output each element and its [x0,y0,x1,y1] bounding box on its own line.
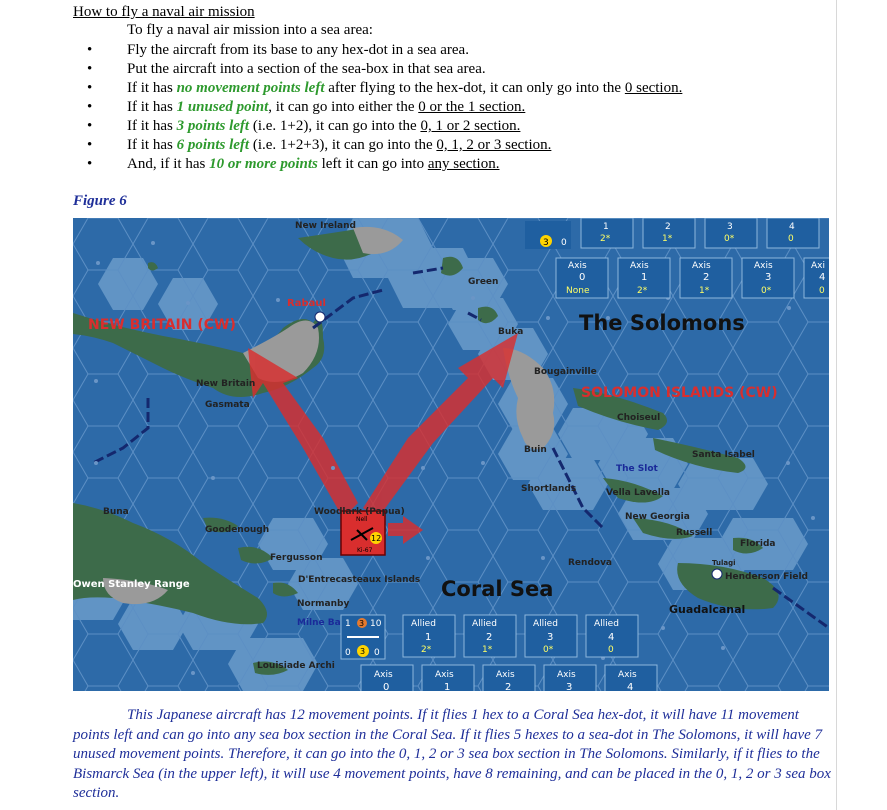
box-side: Axis [568,261,587,271]
airfield-icon [315,312,325,322]
box-value: 0* [761,286,772,296]
box-number: 3 [547,632,554,643]
bullet-icon: • [87,156,93,172]
box-number: 4 [789,222,795,232]
box-number: 4 [608,632,615,643]
label-shortlands: Shortlands [521,484,577,494]
caption-text: This Japanese aircraft has 12 movement points. If it flies 1 hex to a Coral Sea hex-dot, it will have 11 movement points left and can go into any sea box section in the Coral Sea. If it flies 5 hexes to a sea-dot in The Solomons, it will have 7 unused movement points. Therefore, it can go into the 0, 1, 2 or 3 sea box section in The Solomons. Similarly, if it flies to the Bismarck Sea (in the upper left), it will use 4 movement points, have 8 remaining, and can be placed in the 0, 1, 2 or 3 sea box section. [73,707,831,801]
box-value: 1* [662,234,673,244]
box-value: 2* [637,286,648,296]
label-green: Green [468,277,499,287]
label-bougainville: Bougainville [534,367,597,377]
game-map [73,218,829,691]
label-henderson-field: Henderson Field [725,572,808,582]
solomons-box-axis [556,258,829,298]
label-tulagi: Tulagi [712,559,736,567]
box-side: Axi [811,261,825,271]
aircraft-model: Ki-67 [357,547,373,554]
ship-value: 3 [359,619,365,628]
label-woodlark: Woodlark (Papua) [314,507,405,517]
bullet-icon: • [87,61,93,77]
box-value: 2* [421,645,432,655]
box-number: 3 [765,272,772,283]
intro-text: To fly a naval air mission into a sea area: [127,22,373,38]
label-buka: Buka [498,327,524,337]
figure-caption [73,706,839,804]
box-side: Allied [594,619,619,629]
box-number: 2 [665,222,671,232]
top-counter-right: 0 [561,238,567,248]
top-counter [525,221,571,249]
page-edge [836,0,837,810]
box-value: 0* [724,234,735,244]
bullet-icon: • [87,42,93,58]
label-coral-sea: Coral Sea [441,577,554,601]
box-value: 1* [699,286,710,296]
rule-section: 0 or the 1 section. [418,99,526,115]
ship-value: 0 [374,648,380,658]
movement-points: 12 [371,534,382,543]
box-number: 1 [603,222,609,232]
box-number: 1 [425,632,432,643]
box-value: 1* [482,645,493,655]
label-florida: Florida [740,539,776,549]
label-the-solomons: The Solomons [579,311,745,335]
label-new-georgia: New Georgia [625,512,690,522]
map-svg [73,218,829,691]
label-choiseul: Choiseul [617,413,661,423]
rule-section: 0, 1 or 2 section. [420,118,521,134]
rule-text: If it has [127,99,177,115]
box-number: 4 [627,682,634,691]
box-side: Allied [411,619,436,629]
box-side: Axis [557,670,576,680]
label-buna: Buna [103,507,129,517]
label-russell: Russell [676,528,713,538]
rule-highlight: 3 points left [176,118,250,134]
box-side: Axis [618,670,637,680]
label-solomon-islands-cw: SOLOMON ISLANDS (CW) [581,385,778,401]
box-number: 4 [819,272,826,283]
bullet-icon: • [87,118,93,134]
figure-label: Figure 6 [73,193,127,209]
rule-text: (i.e. 1+2), it can go into the [249,118,421,134]
box-number: 0 [579,272,586,283]
label-new-britain-cw: NEW BRITAIN (CW) [88,317,236,333]
label-gasmata: Gasmata [205,400,250,410]
rule-text: left it can go into [317,156,428,172]
bullet-icon: • [87,137,93,153]
box-value: None [566,286,590,296]
box-value: 0 [788,234,794,244]
rule-highlight: 6 points left [176,137,250,153]
box-number: 1 [444,682,451,691]
rule-text: (i.e. 1+2+3), it can go into the [249,137,437,153]
label-dentrecasteaux: D'Entrecasteaux Islands [298,575,421,585]
label-guadalcanal: Guadalcanal [669,603,746,616]
box-number: 3 [566,682,573,691]
label-normanby: Normanby [297,599,350,609]
box-number: 2 [505,682,512,691]
rule-highlight: 1 unused point [176,99,269,115]
box-value: 0 [819,286,825,296]
label-buin: Buin [524,445,547,455]
box-side: Axis [754,261,773,271]
label-milne-bay: Milne Ba [297,618,341,628]
rule-highlight: no movement points left [176,80,325,96]
label-rabaul: Rabaul [287,298,326,309]
label-vella-lavella: Vella Lavella [606,488,670,498]
rule-text: If it has [127,137,177,153]
rule-text: Put the aircraft into a section of the sea-box in that sea area. [127,61,486,77]
label-louisiade: Louisiade Archi [257,661,335,671]
label-rendova: Rendova [568,558,613,568]
aircraft-counter[interactable] [341,511,385,555]
ship-counter[interactable] [341,615,385,659]
label-owen-stanley: Owen Stanley Range [73,579,190,590]
box-value: 0 [608,645,614,655]
box-number: 1 [641,272,648,283]
rule-text: , it can go into either the [268,99,419,115]
coral-box-axis [361,665,657,691]
bullet-icon: • [87,80,93,96]
label-the-slot: The Slot [616,464,658,474]
box-number: 0 [383,682,390,691]
bullet-icon: • [87,99,93,115]
ship-value: 1 [345,619,351,629]
box-side: Axis [435,670,454,680]
box-number: 2 [703,272,710,283]
rule-text: Fly the aircraft from its base to any hex-dot in a sea area. [127,42,469,58]
rule-text: And, if it has [127,156,210,172]
box-side: Allied [472,619,497,629]
label-new-britain: New Britain [196,379,256,389]
section-heading: How to fly a naval air mission [73,4,255,20]
ship-value: 0 [345,648,351,658]
airfield-icon [712,569,722,579]
rule-section: 0 section. [624,80,683,96]
box-value: 2* [600,234,611,244]
box-number: 3 [727,222,733,232]
box-side: Axis [692,261,711,271]
ship-value: 10 [370,619,382,629]
label-new-ireland: New Ireland [295,221,356,231]
rule-section: 0, 1, 2 or 3 section. [436,137,552,153]
box-side: Allied [533,619,558,629]
aircraft-type: Nell [356,516,368,523]
rule-text: If it has [127,118,177,134]
rule-text: If it has [127,80,177,96]
box-side: Axis [374,670,393,680]
label-goodenough: Goodenough [205,525,270,535]
box-number: 2 [486,632,493,643]
box-value: 0* [543,645,554,655]
rule-section: any section. [427,156,500,172]
label-santa-isabel: Santa Isabel [692,450,755,460]
top-counter-value: 3 [543,238,549,248]
ship-value: 3 [360,647,366,656]
box-side: Axis [630,261,649,271]
box-side: Axis [496,670,515,680]
label-fergusson: Fergusson [270,553,323,563]
rule-text: after flying to the hex-dot, it can only go into the [324,80,625,96]
rule-highlight: 10 or more points [209,156,318,172]
